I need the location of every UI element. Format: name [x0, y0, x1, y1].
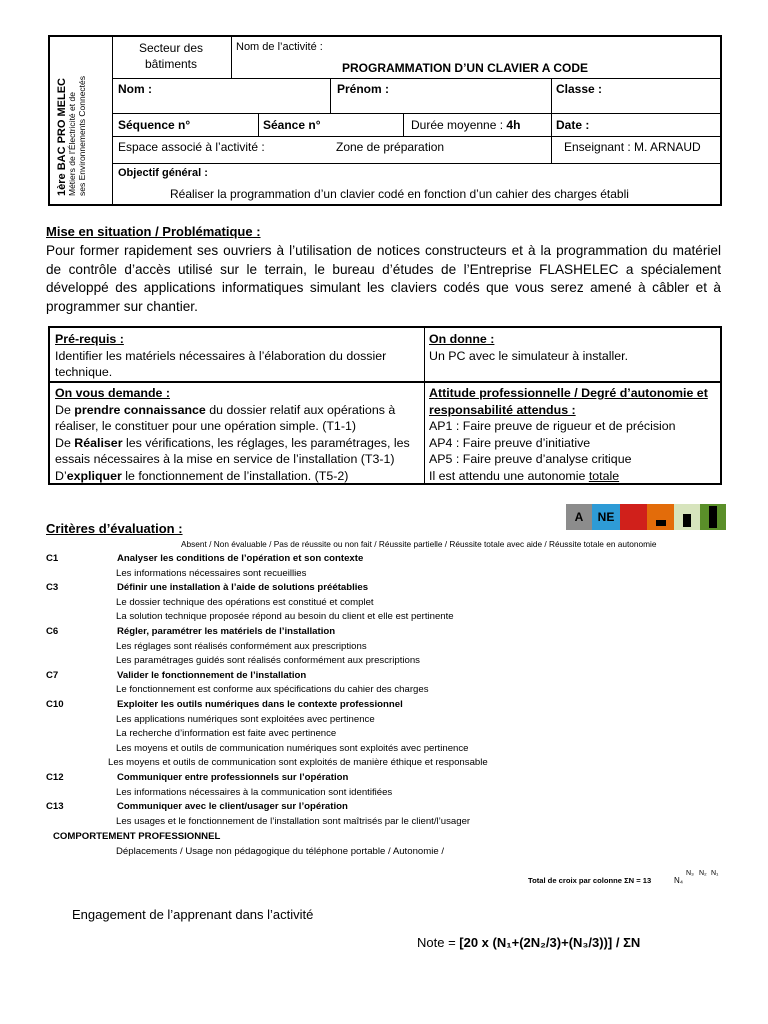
autonomy-word: totale: [588, 468, 620, 483]
criterion-code: C1: [46, 553, 59, 564]
n2-label: N₂: [699, 870, 707, 877]
asked-2-pre: De: [55, 435, 75, 450]
classe-field[interactable]: Classe :: [556, 82, 603, 96]
objectif-value: Réaliser la programmation d’un clavier codé en fonction d’un cahier des charges établi: [170, 187, 629, 201]
program-label-line1: Métiers de l’Électricité et de: [67, 92, 77, 196]
criterion-code: C13: [46, 801, 64, 813]
engagement-label: Engagement de l’apprenant dans l’activité: [72, 907, 314, 922]
note-label: Note =: [417, 935, 460, 950]
criterion-item: Les applications numériques sont exploitées avec pertinence: [116, 713, 375, 725]
criterion-code: C6: [46, 626, 59, 637]
asked-title: On vous demande :: [55, 386, 170, 400]
total-text: Total de croix par colonne ΣN = 13: [528, 876, 652, 885]
sequence-field[interactable]: Séquence n°: [118, 118, 191, 132]
n4-label: N₄: [674, 876, 684, 885]
scale-text: Absent / Non évaluable / Pas de réussite ou non fait / Réussite partielle / Réussite totale avec aide / Réussite totale en autonomie: [181, 539, 657, 549]
sector-label: Secteur des bâtiments: [138, 41, 204, 71]
criterion-code: C12: [46, 772, 64, 783]
legend-total-autonomy: [700, 504, 726, 530]
asked-item-1: [55, 402, 419, 435]
criterion-code: C3: [46, 582, 59, 594]
asked-3-pre: D’: [55, 468, 67, 483]
criterion-item: Les réglages sont réalisés conformément aux prescriptions: [116, 640, 367, 652]
level-label: 1ère BAC PRO MELEC: [56, 78, 68, 196]
criterion-item: Le dossier technique des opérations est constitué et complet: [116, 596, 374, 608]
prereq-text: Identifier les matériels nécessaires à l’élaboration du dossier technique.: [55, 348, 387, 379]
asked-item-3: [55, 468, 419, 485]
legend-partial: [647, 504, 674, 530]
asked-3-bold: expliquer: [66, 468, 122, 483]
ap5: AP5 : Faire preuve d’analyse critique: [429, 452, 632, 466]
criterion-item: Les paramétrages guidés sont réalisés conformément aux prescriptions: [116, 655, 420, 667]
given-text: Un PC avec le simulateur à installer.: [429, 348, 629, 363]
criterion-code: C7: [46, 669, 59, 681]
criterion-item: Les moyens et outils de communication numériques sont exploités avec pertinence: [116, 742, 469, 754]
evaluation-legend: [566, 504, 730, 530]
ap1: AP1 : Faire preuve de rigueur et de précision: [429, 419, 676, 433]
legend-non-evaluable: NE: [592, 504, 620, 530]
note-formula: [20 x (N₁+(2N₂/3)+(N₃/3))] / ΣN: [459, 935, 641, 950]
behavior-title: COMPORTEMENT PROFESSIONNEL: [53, 831, 221, 842]
criterion-item: La recherche d’information est faite avec pertinence: [116, 728, 337, 740]
criterion-item: La solution technique proposée répond au besoin du client et elle est pertinente: [116, 611, 454, 623]
prereq-cell: [55, 331, 415, 381]
criteria-title: Critères d’évaluation :: [46, 521, 183, 536]
criterion-item: Les informations nécessaires à la communication sont identifiées: [116, 786, 393, 798]
legend-absent: A: [566, 504, 592, 530]
situation-title: Mise en situation / Problématique :: [46, 224, 261, 239]
criterion-title: Communiquer avec le client/usager sur l’opération: [117, 801, 348, 813]
criterion-item: Les moyens et outils de communication sont exploités de manière éthique et responsable: [108, 757, 488, 769]
asked-2-bold: Réaliser: [74, 435, 123, 450]
attitude-cell: [429, 385, 721, 484]
date-field[interactable]: Date :: [556, 118, 590, 132]
criterion-title: Analyser les conditions de l’opération et son contexte: [117, 553, 364, 564]
duree-label: Durée moyenne :: [411, 118, 504, 132]
criteria-list: [0, 552, 768, 852]
espace-value: Zone de préparation: [336, 140, 445, 154]
situation-text: Pour former rapidement ses ouvriers à l’utilisation de notices constructeurs et à la programmation du matériel de contrôle d’accès utilisé sur le terrain, le bureau d’études de l’Entreprise FLASHELEC a spécialement développé des applications informatiques simulant les claviers codés que vous serez amené à câbler et à programmer sur chantier.: [46, 243, 721, 314]
duree-field: [411, 118, 520, 132]
asked-item-2: [55, 435, 419, 468]
program-vertical-label: [57, 76, 87, 196]
asked-cell: [55, 385, 419, 484]
enseignant-label: Enseignant : M. ARNAUD: [564, 140, 701, 154]
criterion-title: Exploiter les outils numériques dans le contexte professionnel: [117, 699, 403, 710]
activity-name: PROGRAMMATION D’UN CLAVIER A CODE: [342, 61, 588, 75]
criterion-title: Définir une installation à l’aide de solutions préétablies: [117, 582, 369, 594]
n1-label: N₁: [711, 870, 719, 877]
criterion-item: Le fonctionnement est conforme aux spécifications du cahier des charges: [116, 684, 429, 696]
asked-1-pre: De: [55, 402, 75, 417]
asked-3-post: le fonctionnement de l’installation. (T5-2): [121, 468, 349, 483]
n3-label: N₃: [686, 870, 694, 877]
program-label-line2: ses Environnements Connectés: [77, 75, 87, 196]
seance-field[interactable]: Séance n°: [263, 118, 321, 132]
criterion-code: C10: [46, 699, 64, 710]
attitude-title: Attitude professionnelle / Degré d’autonomie et responsabilité attendus :: [429, 386, 708, 417]
nom-field[interactable]: Nom :: [118, 82, 152, 96]
duree-value: 4h: [506, 118, 521, 132]
criterion-title: Régler, paramétrer les matériels de l’installation: [117, 626, 336, 637]
asked-1-bold: prendre connaissance: [74, 402, 206, 417]
given-title: On donne :: [429, 332, 495, 346]
behavior-text: Déplacements / Usage non pédagogique du téléphone portable / Autonomie /: [116, 846, 445, 857]
legend-no-success: [620, 504, 647, 530]
prereq-title: Pré-requis :: [55, 332, 124, 346]
prenom-field[interactable]: Prénom :: [337, 82, 390, 96]
given-cell: [429, 331, 719, 364]
ap4: AP4 : Faire preuve d’initiative: [429, 435, 591, 450]
legend-total-with-help: [674, 504, 700, 530]
objectif-label: Objectif général :: [118, 167, 208, 179]
note-line: [417, 935, 640, 950]
autonomy-pre: Il est attendu une autonomie: [429, 468, 589, 483]
criterion-item: Les usages et le fonctionnement de l’installation sont maîtrisés par le client/l’usager: [116, 815, 471, 827]
activity-name-label: Nom de l’activité :: [236, 41, 323, 53]
autonomy-line: [429, 468, 721, 485]
criterion-title: Valider le fonctionnement de l’installation: [117, 669, 307, 681]
asked-1-post: du dossier relatif aux opérations à réaliser, le constituer pour une opération simple. (T1-1): [55, 402, 396, 433]
criterion-title: Communiquer entre professionnels sur l’opération: [117, 772, 349, 783]
asked-2-post: les vérifications, les réglages, les paramétrages, les essais nécessaires à la mise en service de l’installation (T3-1): [55, 435, 410, 466]
espace-label: Espace associé à l’activité :: [118, 140, 265, 154]
criterion-item: Les informations nécessaires sont recueillies: [116, 567, 307, 579]
